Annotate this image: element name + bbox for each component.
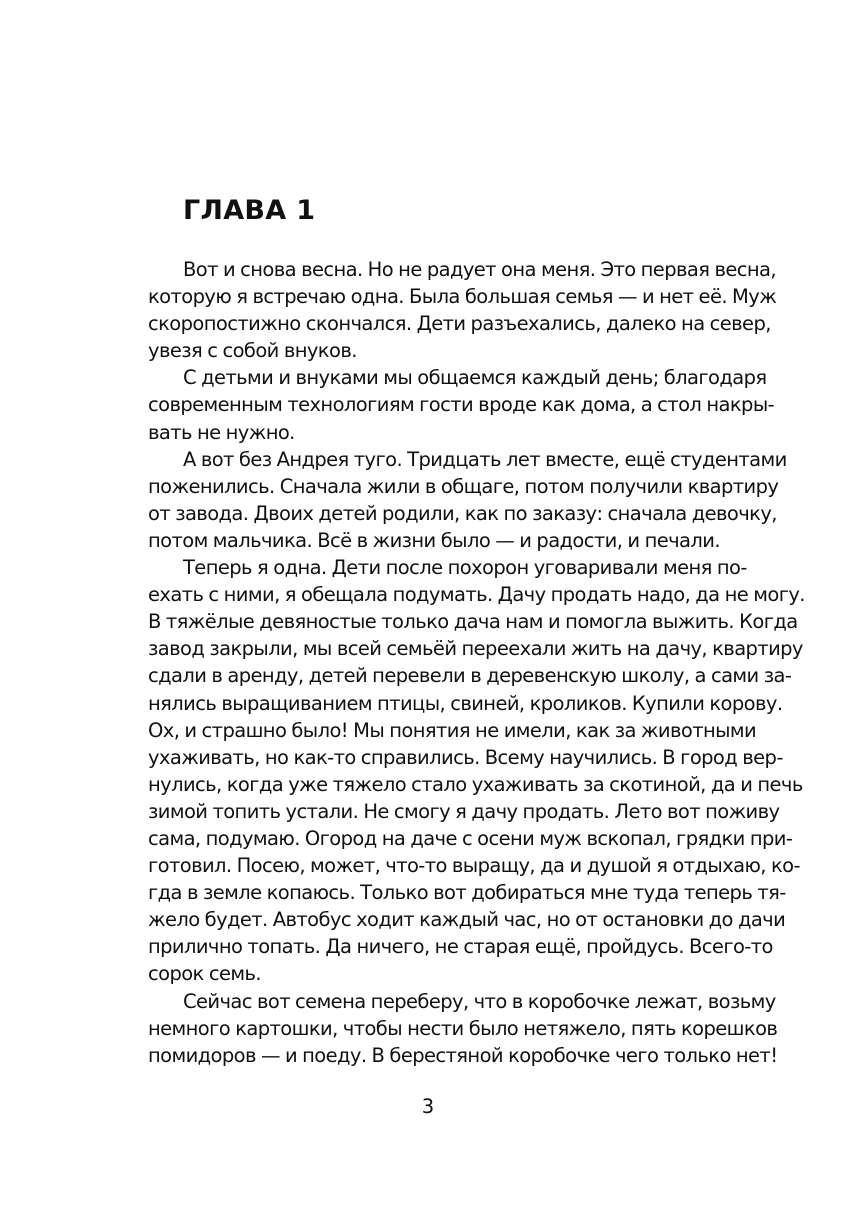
text-line: сдали в аренду, детей перевели в деревенскую школу, а сами за- (148, 664, 792, 688)
paragraph (148, 554, 805, 988)
text-line: зимой топить устали. Не смогу я дачу продать. Лето вот поживу (148, 799, 780, 823)
text-line: Вот и снова весна. Но не радует она меня. Это первая весна, (183, 258, 776, 281)
text-line: помидоров — и поеду. В берестяной коробочке чего только нет! (148, 1043, 778, 1067)
chapter-body (148, 256, 805, 1069)
text-line: поженились. Сначала жили в общаге, потом получили квартиру (148, 474, 779, 498)
text-line: С детьми и внуками мы общаемся каждый день; благодаря (183, 366, 767, 390)
text-line: нялись выращиванием птицы, свиней, кроликов. Купили корову. (148, 691, 783, 715)
text-line: сорок семь. (148, 962, 261, 986)
text-line: потом мальчика. Всё в жизни было — и радости, и печали. (148, 528, 720, 552)
text-line: ухаживать, но как-то справились. Всему научились. В город вер- (148, 745, 783, 769)
text-line: гда в земле копаюсь. Только вот добираться мне туда теперь тя- (148, 881, 786, 905)
text-line: Сейчас вот семена переберу, что в коробочке лежат, возьму (183, 989, 776, 1013)
text-line: скоропостижно скончался. Дети разъехались, далеко на север, (148, 312, 771, 336)
text-line: готовил. Посею, может, что-то выращу, да и душой я отдыхаю, ко- (148, 854, 800, 878)
text-line: увезя с собой внуков. (148, 339, 357, 363)
text-line: Ох, и страшно было! Мы понятия не имели, как за животными (148, 718, 757, 742)
text-line: завод закрыли, мы всей семьёй переехали жить на дачу, квартиру (148, 637, 803, 661)
page-number: 3 (421, 1095, 435, 1118)
paragraph (148, 446, 787, 554)
chapter-title: ГЛАВА 1 (183, 195, 316, 226)
text-line: В тяжёлые девяностые только дача нам и помогла выжить. Когда (148, 610, 798, 634)
text-line: сама, подумаю. Огород на даче с осени муж вскопал, грядки при- (148, 826, 793, 850)
text-line: нулись, когда уже тяжело стало ухаживать за скотиной, да и печь (148, 772, 803, 796)
paragraph (148, 988, 778, 1069)
text-line: немного картошки, чтобы нести было нетяжело, пять корешков (148, 1016, 778, 1040)
paragraph (148, 256, 777, 364)
text-line: А вот без Андрея туго. Тридцать лет вместе, ещё студентами (183, 447, 787, 471)
text-line: прилично топать. Да ничего, не старая ещё, пройдусь. Всего-то (148, 935, 773, 959)
text-line: которую я встречаю одна. Была большая семья — и нет её. Муж (148, 285, 777, 309)
text-line: современным технологиям гости вроде как дома, а стол накры- (148, 393, 775, 417)
text-line: жело будет. Автобус ходит каждый час, но от остановки до дачи (148, 908, 786, 932)
text-line: от завода. Двоих детей родили, как по заказу: сначала девочку, (148, 501, 777, 525)
text-line: вать не нужно. (148, 420, 295, 444)
paragraph (148, 364, 775, 445)
text-line: Теперь я одна. Дети после похорон уговаривали меня по- (183, 556, 747, 580)
text-line: ехать с ними, я обещала подумать. Дачу продать надо, да не могу. (148, 583, 805, 607)
